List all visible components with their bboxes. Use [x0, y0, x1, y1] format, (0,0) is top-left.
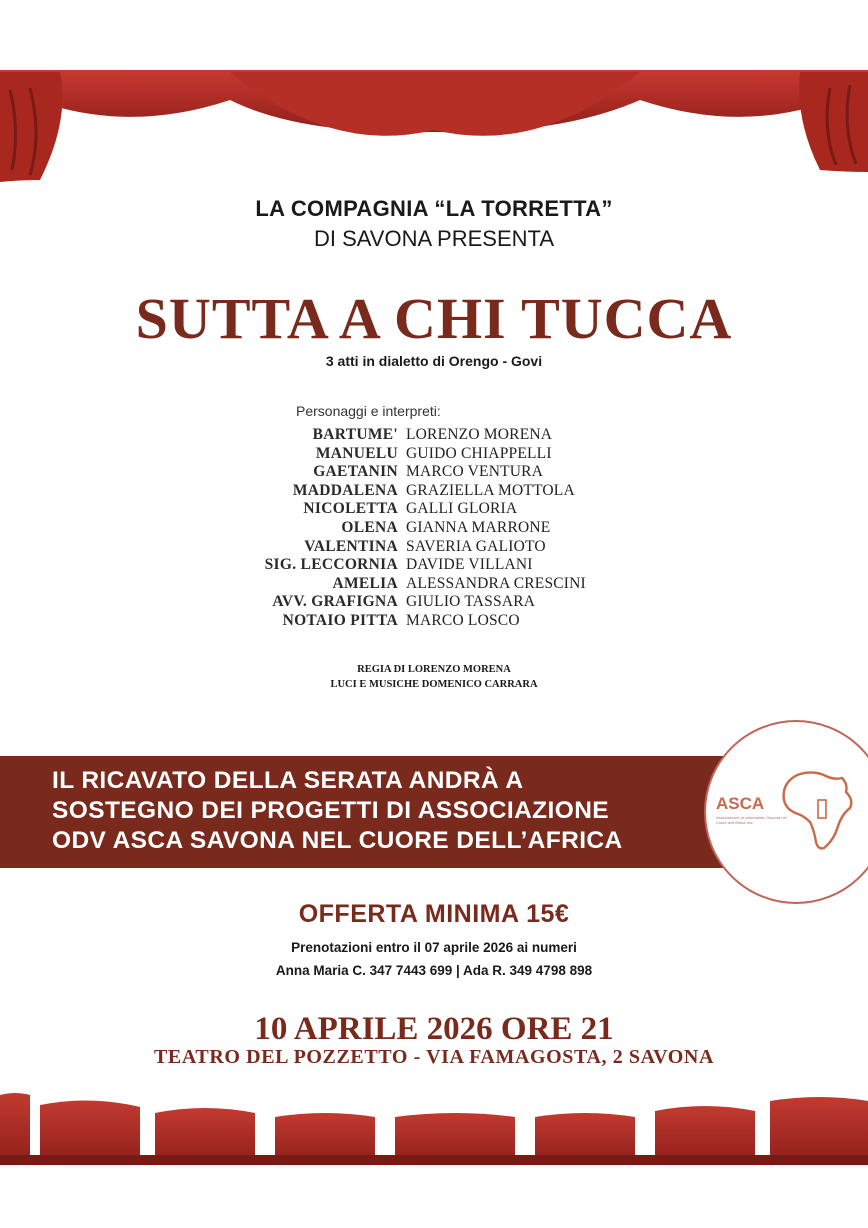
cast-actor: MARCO LOSCO — [406, 611, 520, 629]
minimum-offer: OFFERTA MINIMA 15€ — [298, 900, 570, 928]
cast-row — [170, 463, 690, 482]
show-subtitle: 3 atti in dialetto di Orengo - Govi — [325, 353, 543, 369]
cast-heading: Personaggi e interpreti: — [296, 403, 441, 419]
cast-row — [170, 593, 690, 612]
charity-line: IL RICAVATO DELLA SERATA ANDRÀ A — [52, 767, 524, 794]
cast-list — [170, 426, 690, 631]
cast-role: AMELIA — [332, 574, 398, 592]
cast-actor: ALESSANDRA CRESCINI — [406, 574, 586, 592]
cast-row — [170, 612, 690, 631]
cast-role: BARTUME' — [312, 426, 398, 443]
cast-role: AVV. GRAFIGNA — [272, 593, 398, 611]
cast-role: GAETANIN — [313, 463, 398, 481]
show-title: SUTTA A CHI TUCCA — [135, 286, 733, 351]
cast-actor: SAVERIA GALIOTO — [406, 537, 546, 555]
cast-actor: DAVIDE VILLANI — [406, 556, 533, 574]
theatre-seats-decoration — [0, 1085, 868, 1170]
cast-actor: GRAZIELLA MOTTOLA — [406, 481, 575, 499]
cast-actor: MARCO VENTURA — [406, 463, 544, 481]
cast-role: MANUELU — [315, 444, 398, 462]
charity-message — [52, 766, 623, 856]
lights-music-credit: LUCI E MUSICHE DOMENICO CARRARA — [330, 679, 538, 690]
cast-role: SIG. LECCORNIA — [264, 556, 398, 574]
cast-row — [170, 426, 690, 445]
event-date: 10 APRILE 2026 ORE 21 — [254, 1011, 614, 1047]
cast-row — [170, 519, 690, 538]
cast-actor: LORENZO MORENA — [406, 426, 553, 443]
event-venue: TEATRO DEL POZZETTO - VIA FAMAGOSTA, 2 SAVONA — [153, 1046, 715, 1068]
cast-role: VALENTINA — [304, 537, 398, 555]
asca-logo-tagline: Associazione di volontariato Savona nel Cuore dell'Africa odv — [716, 815, 787, 825]
company-name: LA COMPAGNIA “LA TORRETTA” — [255, 196, 613, 221]
cast-role: NOTAIO PITTA — [282, 611, 398, 629]
credits — [0, 662, 868, 692]
cast-role: MADDALENA — [292, 481, 398, 499]
charity-line: ODV ASCA SAVONA NEL CUORE DELL’AFRICA — [52, 827, 623, 854]
direction-credit: REGIA DI LORENZO MORENA — [357, 664, 511, 675]
cast-row — [170, 482, 690, 501]
presents-line: DI SAVONA PRESENTA — [313, 226, 555, 251]
booking-info: Prenotazioni entro il 07 aprile 2026 ai numeri — [291, 940, 577, 955]
cast-row — [170, 445, 690, 464]
cast-role: OLENA — [341, 518, 398, 536]
cast-row — [170, 500, 690, 519]
cast-actor: GIANNA MARRONE — [406, 518, 551, 536]
cast-role: NICOLETTA — [303, 500, 398, 518]
cast-actor: GUIDO CHIAPPELLI — [406, 444, 552, 462]
cast-row — [170, 538, 690, 557]
africa-map-icon — [780, 770, 858, 852]
charity-line: SOSTEGNO DEI PROGETTI DI ASSOCIAZIONE — [52, 797, 610, 824]
theatre-curtain-decoration — [0, 60, 868, 200]
cast-actor: GALLI GLORIA — [406, 500, 518, 518]
cast-actor: GIULIO TASSARA — [406, 593, 536, 611]
asca-logo-name: ASCA — [716, 794, 765, 813]
booking-phones: Anna Maria C. 347 7443 699 | Ada R. 349 4798 898 — [275, 963, 593, 978]
cast-row — [170, 575, 690, 594]
cast-row — [170, 556, 690, 575]
